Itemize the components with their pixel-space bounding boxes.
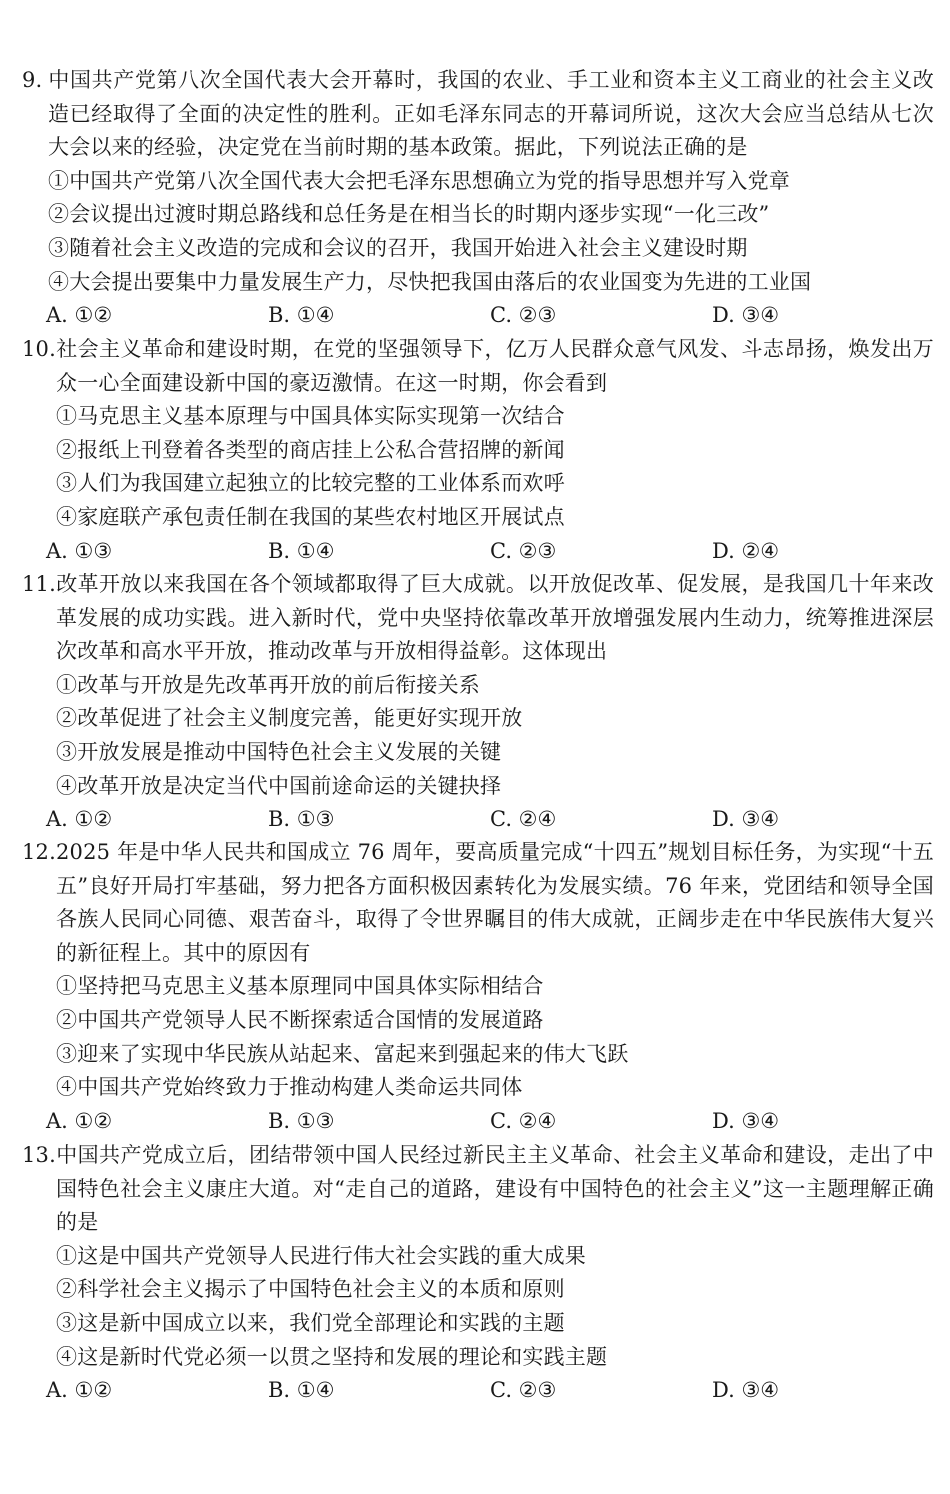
question-number: 13. xyxy=(22,1143,56,1167)
statement-2: ②改革促进了社会主义制度完善，能更好实现开放 xyxy=(56,706,523,731)
question-12 xyxy=(22,836,934,1138)
stem-text: 2025 年是中华人民共和国成立 76 周年，要高质量完成“十四五”规划目标任务，为实现“十五五”良好开局打牢基础，努力把各方面积极因素转化为发展实绩。76 年来，党团结和领导全国各族人民同心同德、艰苦奋斗，取得了令世界瞩目的伟大成就，正阔步走在中华民族伟大复兴的新征程上。其中的原因有 xyxy=(56,840,934,965)
statement-2: ②报纸上刊登着各类型的商店挂上公私合营招牌的新闻 xyxy=(56,437,565,462)
option-c[interactable]: C. ②③ xyxy=(490,538,557,563)
answer-options xyxy=(22,1105,934,1139)
question-stem xyxy=(22,64,934,165)
statement-4: ④大会提出要集中力量发展生产力，尽快把我国由落后的农业国变为先进的工业国 xyxy=(48,269,812,294)
option-d[interactable]: D. ③④ xyxy=(712,807,780,832)
option-a[interactable]: A. ①③ xyxy=(46,538,113,563)
option-d[interactable]: D. ③④ xyxy=(712,1378,780,1403)
option-d[interactable]: D. ③④ xyxy=(712,1108,780,1133)
question-9 xyxy=(22,64,934,333)
option-d[interactable]: D. ③④ xyxy=(712,303,780,328)
statement-3: ③人们为我国建立起独立的比较完整的工业体系而欢呼 xyxy=(56,471,565,496)
question-number: 10. xyxy=(22,337,56,361)
answer-options xyxy=(22,299,934,333)
statement-1: ①中国共产党第八次全国代表大会把毛泽东思想确立为党的指导思想并写入党章 xyxy=(48,168,790,193)
statement-1: ①这是中国共产党领导人民进行伟大社会实践的重大成果 xyxy=(56,1243,586,1268)
question-13 xyxy=(22,1139,934,1408)
question-number: 12. xyxy=(22,840,56,864)
stem-text: 中国共产党成立后，团结带领中国人民经过新民主主义革命、社会主义革命和建设，走出了中国特色社会主义康庄大道。对“走自己的道路，建设有中国特色的社会主义”这一主题理解正确的是 xyxy=(56,1143,934,1235)
stem-text: 中国共产党第八次全国代表大会开幕时，我国的农业、手工业和资本主义工商业的社会主义改造已经取得了全面的决定性的胜利。正如毛泽东同志的开幕词所说，这次大会应当总结从七次大会以来的经验，决定党在当前时期的基本政策。据此，下列说法正确的是 xyxy=(48,68,934,160)
question-number: 9. xyxy=(22,68,43,92)
option-d[interactable]: D. ②④ xyxy=(712,538,780,563)
option-b[interactable]: B. ①③ xyxy=(268,1108,335,1133)
statement-4: ④中国共产党始终致力于推动构建人类命运共同体 xyxy=(56,1075,523,1100)
option-c[interactable]: C. ②④ xyxy=(490,807,557,832)
option-b[interactable]: B. ①④ xyxy=(268,1378,335,1403)
statement-4: ④改革开放是决定当代中国前途命运的关键抉择 xyxy=(56,773,502,798)
question-number: 11. xyxy=(22,572,56,596)
question-11 xyxy=(22,568,934,837)
answer-options xyxy=(22,1374,934,1408)
question-stem xyxy=(22,836,934,970)
answer-options xyxy=(22,803,934,837)
option-c[interactable]: C. ②③ xyxy=(490,303,557,328)
statement-2: ②科学社会主义揭示了中国特色社会主义的本质和原则 xyxy=(56,1277,565,1302)
option-b[interactable]: B. ①③ xyxy=(268,807,335,832)
statement-3: ③随着社会主义改造的完成和会议的召开，我国开始进入社会主义建设时期 xyxy=(48,235,748,260)
option-a[interactable]: A. ①② xyxy=(46,303,113,328)
statement-2: ②中国共产党领导人民不断探索适合国情的发展道路 xyxy=(56,1007,544,1032)
option-a[interactable]: A. ①② xyxy=(46,1378,113,1403)
statement-3: ③开放发展是推动中国特色社会主义发展的关键 xyxy=(56,739,502,764)
option-a[interactable]: A. ①② xyxy=(46,1108,113,1133)
statement-4: ④这是新时代党必须一以贯之坚持和发展的理论和实践主题 xyxy=(56,1344,608,1369)
stem-text: 社会主义革命和建设时期，在党的坚强领导下，亿万人民群众意气风发、斗志昂扬，焕发出万众一心全面建设新中国的豪迈激情。在这一时期，你会看到 xyxy=(56,337,934,395)
option-b[interactable]: B. ①④ xyxy=(268,303,335,328)
option-c[interactable]: C. ②③ xyxy=(490,1378,557,1403)
question-stem xyxy=(22,333,934,400)
statement-3: ③迎来了实现中华民族从站起来、富起来到强起来的伟大飞跃 xyxy=(56,1041,629,1066)
statement-4: ④家庭联产承包责任制在我国的某些农村地区开展试点 xyxy=(56,504,565,529)
statement-3: ③这是新中国成立以来，我们党全部理论和实践的主题 xyxy=(56,1310,565,1335)
statement-2: ②会议提出过渡时期总路线和总任务是在相当长的时期内逐步实现“一化三改” xyxy=(48,202,770,227)
answer-options xyxy=(22,535,934,569)
question-stem xyxy=(22,1139,934,1240)
statement-1: ①马克思主义基本原理与中国具体实际实现第一次结合 xyxy=(56,404,565,429)
option-c[interactable]: C. ②④ xyxy=(490,1108,557,1133)
statement-1: ①改革与开放是先改革再开放的前后衔接关系 xyxy=(56,672,480,697)
question-stem xyxy=(22,568,934,669)
statement-1: ①坚持把马克思主义基本原理同中国具体实际相结合 xyxy=(56,974,544,999)
stem-text: 改革开放以来我国在各个领域都取得了巨大成就。以开放促改革、促发展，是我国几十年来改革发展的成功实践。进入新时代，党中央坚持依靠改革开放增强发展内生动力，统筹推进深层次改革和高水平开放，推动改革与开放相得益彰。这体现出 xyxy=(56,572,934,664)
option-b[interactable]: B. ①④ xyxy=(268,538,335,563)
question-10 xyxy=(22,333,934,568)
option-a[interactable]: A. ①② xyxy=(46,807,113,832)
